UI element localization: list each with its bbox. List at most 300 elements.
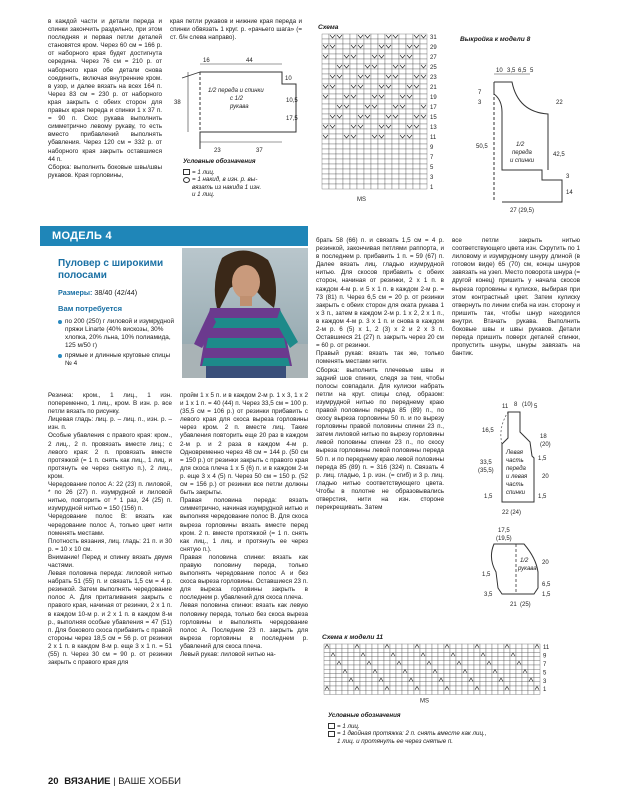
chart-cell [426,678,432,682]
chart-cell [408,686,414,690]
chart-cell [371,159,378,164]
chart-cell [438,644,444,648]
chart-cell [348,665,354,669]
chart-cell [354,673,360,677]
chart-cell [364,179,371,184]
chart-cell [444,673,450,677]
chart-cell [350,179,357,184]
chart-cell [406,119,413,124]
chart-cell [492,652,498,656]
chart-cell [350,34,357,39]
chart-cell [385,144,392,149]
chart-cell [413,179,420,184]
piece-label: переда [506,466,526,472]
chart-cell [343,129,350,134]
chart-cell [348,657,354,661]
chart-cell [468,657,474,661]
chart-cell [510,665,516,669]
knit-stitch-icon [328,723,335,729]
chart-cell [378,99,385,104]
chart-cell [322,169,329,174]
chart-cell [343,144,350,149]
chart-cell [385,79,392,84]
chart-cell [406,164,413,169]
chart-cell [324,682,330,686]
chart-cell [408,657,414,661]
chart-cell [336,669,342,673]
chart-cell [378,690,384,694]
chart-cell [366,657,372,661]
chart-cell [385,89,392,94]
chart-cell [450,682,456,686]
chart-cell [406,89,413,94]
chart-cell [399,74,406,79]
chart-cell [357,119,364,124]
chart-cell [372,648,378,652]
chart-cell [413,169,420,174]
chart-cell [336,54,343,59]
chart-cell [372,673,378,677]
chart-cell [364,134,371,139]
chart-cell [357,134,364,139]
chart-cell [343,59,350,64]
piece-label: и левая [506,474,528,480]
chart-cell [438,652,444,656]
chart-cell [392,44,399,49]
chart-cell [522,678,528,682]
chart-cell [329,179,336,184]
chart-cell [516,686,522,690]
chart-cell [390,644,396,648]
chart-cell [456,686,462,690]
chart-cell [357,129,364,134]
chart-cell [329,164,336,169]
row-number: 23 [430,75,437,81]
chart-cell [399,144,406,149]
chart-cell [371,179,378,184]
chart-cell [444,690,450,694]
chart-cell [390,669,396,673]
chart-cell [432,652,438,656]
chart-cell [516,690,522,694]
chart-cell [528,673,534,677]
chart-cell [364,159,371,164]
chart-cell [426,673,432,677]
chart-cell [322,154,329,159]
chart-cell [378,665,384,669]
chart-cell [329,159,336,164]
chart-cell [354,648,360,652]
chart-cell [343,99,350,104]
chart-cell [504,661,510,665]
chart-cell [444,665,450,669]
chart-cell [350,79,357,84]
chart-cell [378,184,385,189]
chart-cell [350,149,357,154]
chart-cell [343,124,350,129]
chart-cell [420,682,426,686]
chart-cell [357,94,364,99]
chart-cell [413,39,420,44]
chart-cell [414,652,420,656]
chart-cell [357,49,364,54]
chart-cell [357,109,364,114]
chart-cell [413,139,420,144]
chart-cell [322,34,329,39]
chart-cell [399,164,406,169]
chart-cell [420,174,427,179]
chart-cell [350,69,357,74]
piece-label: рукава [518,566,537,572]
chart-cell [406,139,413,144]
chart-cell [396,657,402,661]
row-number: 27 [430,55,437,61]
chart-cell [504,673,510,677]
chart-cell [392,119,399,124]
chart-cell [414,682,420,686]
chart-cell [406,34,413,39]
chart-cell [378,114,385,119]
dim-label: 21 [510,602,517,608]
chart-cell [357,159,364,164]
list-item: по 200 (250) г лиловой и изумрудной пряжи Linarte (40% вискозы, 30% хлопка, 20% льна, 10% полиамида, 125 м/50 г) [58,318,178,350]
dim-label: (20) [540,442,551,448]
chart-cell [371,164,378,169]
chart-cell [330,665,336,669]
chart-cell [384,661,390,665]
chart-cell [378,682,384,686]
chart-cell [350,164,357,169]
paragraph-stockinette: Лицевая гладь: лиц. р. – лиц. п., изн. р. – изн. п. [48,416,172,432]
chart-cell [406,179,413,184]
chart-cell [420,109,427,114]
chart-cell [456,665,462,669]
chart-cell [396,686,402,690]
chart-cell [420,69,427,74]
chart-cell [354,661,360,665]
chart-cell [492,686,498,690]
chart-cell [357,164,364,169]
chart-cell [322,174,329,179]
chart-cell [354,652,360,656]
row-number: 15 [430,115,437,121]
magazine-tagline: ВАШЕ ХОББИ [118,776,182,787]
chart-cell [385,119,392,124]
chart-cell [528,657,534,661]
text-column-1 [48,18,162,180]
chart-cell [330,657,336,661]
chart-cell [406,109,413,114]
piece-label: часть [506,482,524,488]
chart-cell [396,644,402,648]
chart-cell [408,669,414,673]
chart-cell [406,59,413,64]
chart-cell [350,139,357,144]
chart-cell [360,644,366,648]
chart-cell [336,179,343,184]
chart-cell [390,686,396,690]
chart-cell [474,690,480,694]
chart-cell [392,79,399,84]
chart-cell [492,657,498,661]
chart-cell [444,682,450,686]
chart-cell [528,669,534,673]
chart-cell [371,169,378,174]
dim-label: 5 [534,404,538,410]
pattern-diagram-1 [170,54,308,156]
chart-cell [357,39,364,44]
chart-cell [390,657,396,661]
dim-label: 38 [174,100,181,106]
chart-cell [498,648,504,652]
chart-cell [438,648,444,652]
chart-cell [456,682,462,686]
chart-cell [456,657,462,661]
chart-cell [378,89,385,94]
chart-cell [350,64,357,69]
chart-cell [364,49,371,54]
double-decrease-icon [328,731,335,737]
chart-cell [371,129,378,134]
chart-cell [510,648,516,652]
chart-cell [420,99,427,104]
chart-cell [420,184,427,189]
dim-label: 50,5 [476,144,488,150]
chart-cell [450,686,456,690]
chart-cell [322,99,329,104]
chart-cell [480,673,486,677]
row-number: 1 [430,185,434,191]
chart-cell [516,669,522,673]
chart-cell [534,665,540,669]
chart-cell [392,149,399,154]
chart-cell [413,69,420,74]
chart-cell [384,665,390,669]
chart-cell [408,644,414,648]
dim-label: 27 (29,5) [510,208,535,214]
chart-cell [360,669,366,673]
dim-label: 8 [514,402,518,408]
chart-cell [480,648,486,652]
chart-cell [426,644,432,648]
chart-cell [378,34,385,39]
text-column-6 [180,392,308,659]
chart-cell [357,69,364,74]
chart-cell [486,682,492,686]
chart-cell [468,669,474,673]
chart-cell [385,169,392,174]
chart-cell [420,644,426,648]
chart-cell [413,104,420,109]
chart-cell [426,648,432,652]
chart-cell [350,129,357,134]
chart-cell [492,690,498,694]
chart-cell [432,673,438,677]
chart-cell [336,644,342,648]
chart-cell [371,49,378,54]
chart-cell [426,657,432,661]
chart-cell [498,652,504,656]
chart-cell [384,648,390,652]
row-number: 19 [430,95,437,101]
chart-cell [360,682,366,686]
chart-cell [336,109,343,114]
chart-cell [360,661,366,665]
chart-cell [456,669,462,673]
chart-cell [336,59,343,64]
chart-cell [399,89,406,94]
chart-cell [364,124,371,129]
paragraph-rib: Резинка: кром., 1 лиц., 1 изн. попеременно, 1 лиц., кром. В изн. р. все петли вязать по рисунку. [48,392,172,416]
dim-label: 11 [502,404,509,410]
chart-cell [426,682,432,686]
chart-cell [396,652,402,656]
chart-cell [385,94,392,99]
chart-cell [392,39,399,44]
chart-cell [378,109,385,114]
dim-label: 23 [214,148,221,154]
chart-cell [396,673,402,677]
chart-cell [402,644,408,648]
legend-item: = 1 лиц. [328,723,580,731]
chart-cell [402,665,408,669]
chart-cell [486,673,492,677]
chart-cell [413,49,420,54]
chart-cell [348,690,354,694]
chart-cell [399,69,406,74]
chart-cell [420,59,427,64]
chart-cell [378,673,384,677]
chart-cell [498,686,504,690]
chart-cell [432,665,438,669]
chart-cell [413,99,420,104]
chart-cell [392,134,399,139]
chart-cell [378,144,385,149]
ms-marker: MS [420,698,429,704]
row-number: 3 [430,175,434,181]
row-number: 9 [430,145,434,151]
chart-cell [378,648,384,652]
chart-cell [364,79,371,84]
chart-cell [474,657,480,661]
chart-cell [413,64,420,69]
chart-cell [378,169,385,174]
chart-cell [406,184,413,189]
chart-cell [371,39,378,44]
chart-cell [330,673,336,677]
chart-cell [385,134,392,139]
chart-cell [364,149,371,154]
chart-cell [504,690,510,694]
dim-label: 3,5 [484,592,493,598]
chart-cell [360,657,366,661]
chart-cell [420,169,427,174]
dim-label: 42,5 [553,152,565,158]
magazine-brand: ВЯЗАНИЕ [64,776,111,787]
chart-cell [510,682,516,686]
chart-cell [350,99,357,104]
chart-cell [426,669,432,673]
chart-cell [343,49,350,54]
chart-cell [350,39,357,44]
chart-cell [329,94,336,99]
chart-cell [406,144,413,149]
chart-cell [420,79,427,84]
chart-cell [420,154,427,159]
chart-cell [324,652,330,656]
chart-cell [354,690,360,694]
chart-cell [522,682,528,686]
chart-cell [371,34,378,39]
chart-cell [426,686,432,690]
chart-cell [330,661,336,665]
chart-cell [402,678,408,682]
chart-cell [413,59,420,64]
chart-cell [390,665,396,669]
chart-cell [371,44,378,49]
row-number: 25 [430,65,437,71]
chart-cell [396,648,402,652]
chart-cell [324,648,330,652]
dim-label: 6,5 [542,582,551,588]
chart-cell [486,657,492,661]
chart-cell [392,109,399,114]
chart-cell [406,114,413,119]
chart-cell [408,661,414,665]
chart-cell [371,144,378,149]
chart-cell [372,665,378,669]
chart-cell [329,144,336,149]
chart-cell [438,661,444,665]
chart-cell [357,144,364,149]
chart-cell [364,59,371,64]
chart-cell [360,665,366,669]
chart-cell [350,114,357,119]
chart-cell [420,119,427,124]
chart-cell [486,690,492,694]
chart-cell [322,159,329,164]
chart-cell [432,678,438,682]
chart-cell [450,673,456,677]
chart-cell [360,678,366,682]
chart-cell [364,129,371,134]
chart-cell [322,104,329,109]
chart-cell [360,648,366,652]
chart-cell [372,652,378,656]
chart-cell [402,652,408,656]
chart-cell [343,139,350,144]
chart-cell [402,661,408,665]
chart-cell [414,665,420,669]
chart-cell [371,119,378,124]
chart-cell [343,79,350,84]
chart-cell [399,114,406,119]
chart-cell [522,686,528,690]
chart-cell [498,644,504,648]
chart-cell [342,690,348,694]
chart-cell [385,64,392,69]
chart-cell [402,690,408,694]
chart-cell [392,159,399,164]
chart-cell [350,159,357,164]
chart-cell [432,690,438,694]
pattern-diagram-3 [454,398,574,528]
chart-cell [384,673,390,677]
chart-cell [348,682,354,686]
dim-label: (19,5) [496,536,512,542]
chart-cell [522,665,528,669]
chart-cell [392,174,399,179]
